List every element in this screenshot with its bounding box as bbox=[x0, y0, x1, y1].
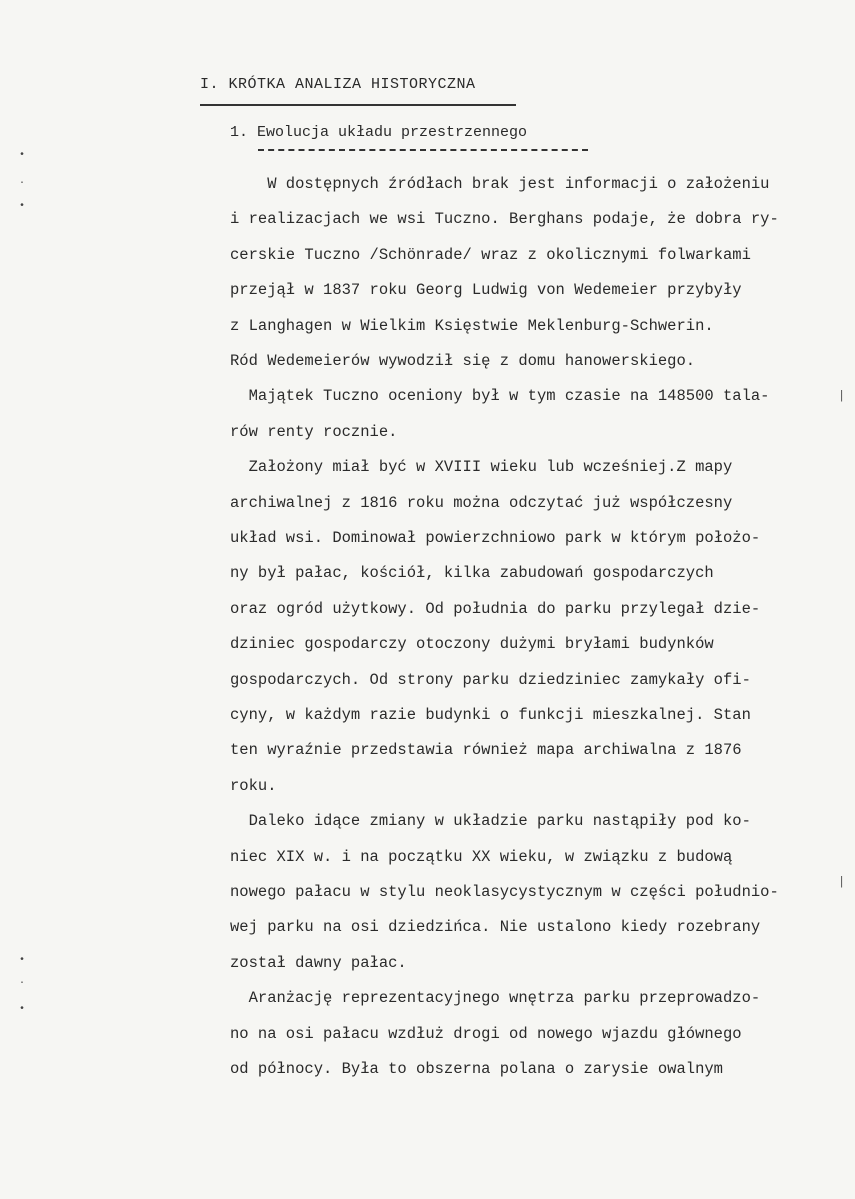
margin-dot-mark: · bbox=[19, 178, 26, 189]
body-text-line: no na osi pałacu wzdłuż drogi od nowego wjazdu głównego bbox=[230, 1024, 742, 1043]
body-text-line: gospodarczych. Od strony parku dziedziniec zamykały ofi- bbox=[230, 670, 751, 689]
body-text-line: niec XIX w. i na początku XX wieku, w związku z budową bbox=[230, 847, 733, 866]
margin-dot-mark: • bbox=[19, 201, 26, 212]
margin-dot-mark: · bbox=[19, 978, 26, 989]
section-title-underline bbox=[200, 104, 516, 106]
subsection-title: 1. Ewolucja układu przestrzennego bbox=[230, 124, 528, 141]
body-text-line: Daleko idące zmiany w układzie parku nastąpiły pod ko- bbox=[230, 812, 751, 831]
body-text-line: przejął w 1837 roku Georg Ludwig von Wedemeier przybyły bbox=[230, 281, 742, 300]
margin-dot-mark: • bbox=[19, 150, 26, 161]
body-text-line: ten wyraźnie przedstawia również mapa archiwalna z 1876 bbox=[230, 741, 742, 760]
edge-tick-mark: | bbox=[838, 875, 846, 889]
body-text-line: W dostępnych źródłach brak jest informacji o założeniu bbox=[230, 175, 770, 193]
body-text-line: i realizacjach we wsi Tuczno. Berghans podaje, że dobra ry- bbox=[230, 210, 779, 229]
margin-dot-mark: • bbox=[19, 1004, 26, 1015]
edge-tick-mark: | bbox=[838, 389, 846, 403]
body-text-line: Ród Wedemeierów wywodził się z domu hanowerskiego. bbox=[230, 352, 696, 370]
section-title: I. KRÓTKA ANALIZA HISTORYCZNA bbox=[200, 76, 476, 93]
body-text-line: oraz ogród użytkowy. Od południa do parku przylegał dzie- bbox=[230, 599, 761, 618]
body-text-line: od północy. Była to obszerna polana o zarysie owalnym bbox=[230, 1060, 723, 1078]
body-text-line: roku. bbox=[230, 776, 277, 795]
body-text-line: Majątek Tuczno oceniony był w tym czasie na 148500 tala- bbox=[230, 387, 770, 406]
body-text-line: został dawny pałac. bbox=[230, 953, 407, 972]
body-text-line: Aranżację reprezentacyjnego wnętrza parku przeprowadzo- bbox=[230, 989, 761, 1008]
body-text-line: układ wsi. Dominował powierzchniowo park w którym położo- bbox=[230, 529, 761, 547]
body-text-line: archiwalnej z 1816 roku można odczytać już współczesny bbox=[230, 493, 733, 512]
body-text-line: cyny, w każdym razie budynki o funkcji mieszkalnej. Stan bbox=[230, 706, 751, 724]
body-text-line: nowego pałacu w stylu neoklasycystycznym w części południo- bbox=[230, 883, 779, 901]
body-text-line: wej parku na osi dziedzińca. Nie ustalono kiedy rozebrany bbox=[230, 918, 761, 937]
margin-dot-mark: • bbox=[19, 955, 26, 966]
body-text-line: dziniec gospodarczy otoczony dużymi bryłami budynków bbox=[230, 635, 714, 654]
body-text-line: z Langhagen w Wielkim Księstwie Meklenburg-Schwerin. bbox=[230, 316, 714, 335]
body-text-line: ny był pałac, kościół, kilka zabudowań gospodarczych bbox=[230, 564, 714, 583]
body-text-line: cerskie Tuczno /Schönrade/ wraz z okolicznymi folwarkami bbox=[230, 245, 751, 264]
subsection-title-dashed-underline bbox=[258, 149, 588, 151]
body-text-line: rów renty rocznie. bbox=[230, 422, 398, 441]
body-text-line: Założony miał być w XVIII wieku lub wcześniej.Z mapy bbox=[230, 458, 733, 477]
